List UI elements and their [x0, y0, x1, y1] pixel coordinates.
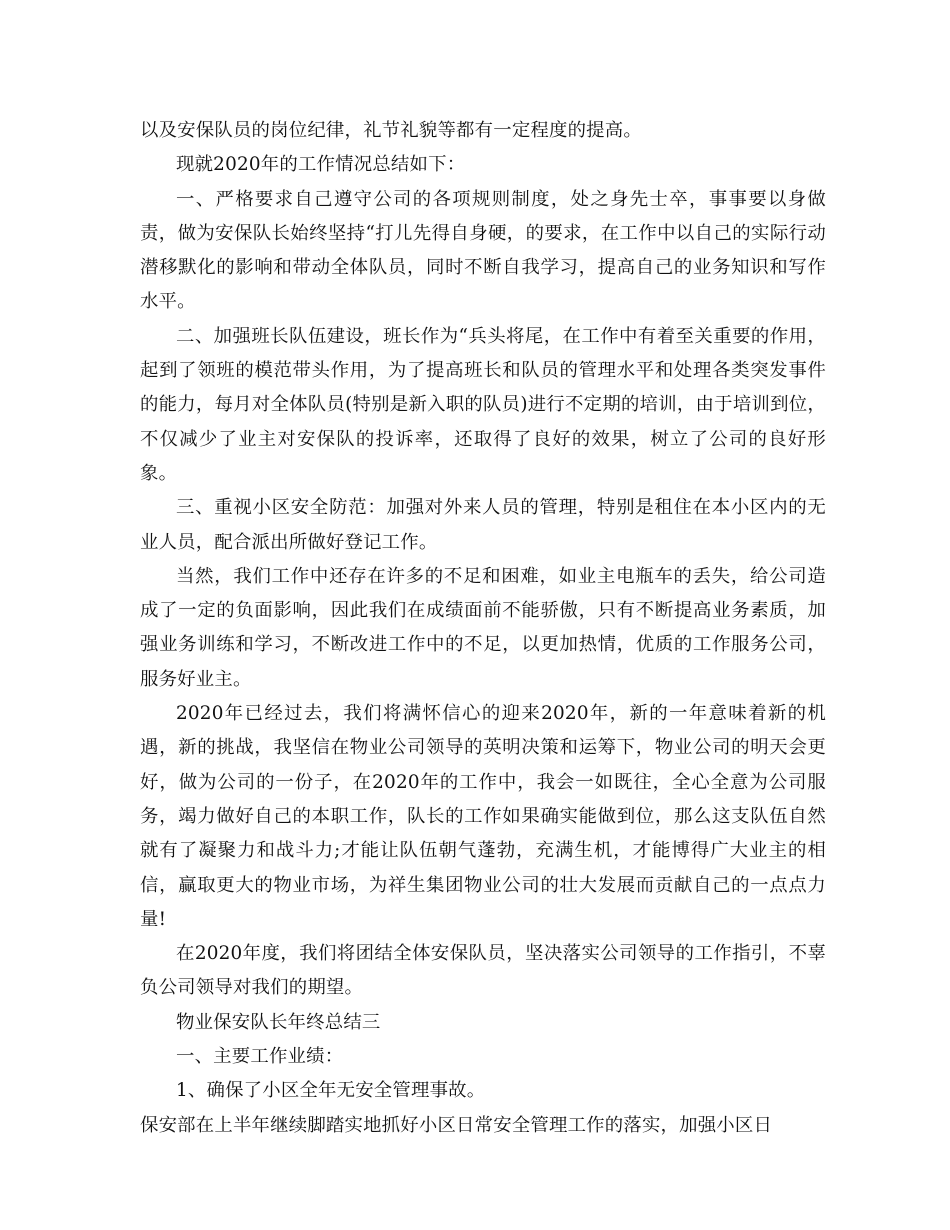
section-heading: 物业保安队长年终总结三	[176, 1011, 381, 1033]
paragraph-point-one: 一、严格要求自己遵守公司的各项规则制度，处之身先士卒，事事要以身做责，做为安保队长始终坚持“打儿先得自身硬，的要求，在工作中以自己的实际行动潜移默化的影响和带动全体队员，同时不断自我学习，提高自己的业务知识和写作水平。	[140, 188, 826, 313]
paragraph-commitment: 在2020年度，我们将团结全体安保队员，坚决落实公司领导的工作指引，不辜负公司领导对我们的期望。	[140, 943, 826, 999]
paragraph-point-three: 三、重视小区安全防范：加强对外来人员的管理，特别是租住在本小区内的无业人员，配合派出所做好登记工作。	[140, 497, 826, 553]
paragraph-security-work: 保安部在上半年继续脚踏实地抓好小区日常安全管理工作的落实，加强小区日	[140, 1114, 773, 1136]
paragraph-intro: 现就2020年的工作情况总结如下：	[176, 154, 466, 176]
subsection-heading: 一、主要工作业绩：	[176, 1046, 344, 1068]
paragraph-shortcomings: 当然，我们工作中还存在许多的不足和困难，如业主电瓶车的丢失，给公司造成了一定的负面影响，因此我们在成绩面前不能骄傲，只有不断提高业务素质，加强业务训练和学习，不断改进工作中的不足，以更加热情，优质的工作服务公司，服务好业主。	[140, 565, 826, 690]
paragraph-point-two: 二、加强班长队伍建设，班长作为“兵头将尾，在工作中有着至关重要的作用，起到了领班的模范带头作用，为了提高班长和队员的管理水平和处理各类突发事件的能力，每月对全体队员(特别是新入职的队员)进行不定期的培训，由于培训到位，不仅减少了业主对安保队的投诉率，还取得了良好的效果，树立了公司的良好形象。	[140, 325, 826, 484]
list-item: 1、确保了小区全年无安全管理事故。	[176, 1080, 486, 1102]
paragraph-outlook: 2020年已经过去，我们将满怀信心的迎来2020年，新的一年意味着新的机遇，新的挑战，我坚信在物业公司领导的英明决策和运筹下，物业公司的明天会更好，做为公司的一份子，在2020年的工作中，我会一如既往，全心全意为公司服务，竭力做好自己的本职工作，队长的工作如果确实能做到位，那么这支队伍自然就有了凝聚力和战斗力;才能让队伍朝气蓬勃，充满生机，才能博得广大业主的相信，赢取更大的物业市场，为祥生集团物业公司的壮大发展而贡献自己的一点点力量!	[140, 703, 826, 930]
document-body	[140, 114, 826, 1143]
paragraph-continuation: 以及安保队员的岗位纪律，礼节礼貌等都有一定程度的提高。	[140, 120, 642, 141]
